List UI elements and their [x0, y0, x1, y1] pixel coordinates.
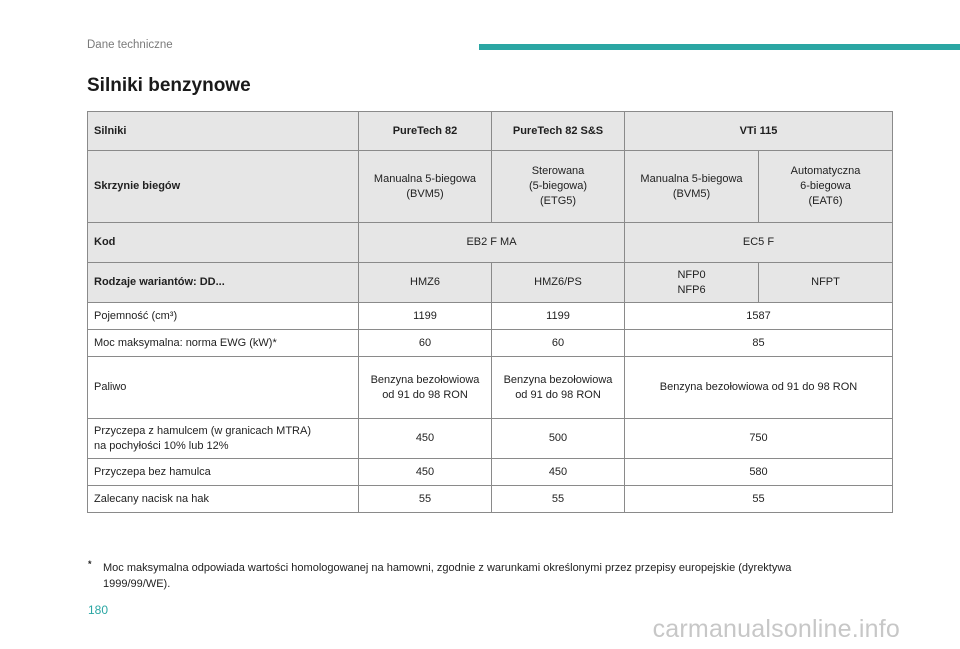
table-row-trailer-unbraked — [88, 459, 893, 486]
value-cell: 450 — [359, 459, 492, 486]
gearbox-cell — [359, 151, 492, 223]
row-label: Kod — [88, 223, 359, 263]
value-cell: 85 — [625, 330, 893, 357]
footnote-marker: * — [88, 559, 92, 569]
cell-line: (BVM5) — [406, 187, 444, 200]
cell-line: (ETG5) — [539, 194, 577, 207]
watermark: carmanualsonline.info — [652, 615, 900, 643]
table-row-capacity — [88, 303, 893, 330]
page-number: 180 — [88, 603, 109, 617]
value-cell: 1587 — [625, 303, 893, 330]
table-row-code — [88, 223, 893, 263]
row-label: Pojemność (cm³) — [88, 303, 359, 330]
value-cell: 60 — [359, 330, 492, 357]
code-cell: EC5 F — [625, 223, 893, 263]
cell-line: Manualna 5-biegowa — [640, 172, 743, 185]
value-cell: 55 — [359, 486, 492, 513]
row-label: Skrzynie biegów — [88, 151, 359, 223]
row-label — [88, 419, 359, 459]
cell-line: Sterowana — [531, 165, 585, 178]
row-label: Przyczepa bez hamulca — [88, 459, 359, 486]
fuel-cell — [492, 357, 625, 419]
gearbox-cell — [625, 151, 759, 223]
page-title: Silniki benzynowe — [87, 75, 251, 96]
table-row-fuel — [88, 357, 893, 419]
engine-purotech82: PureTech 82 — [359, 112, 492, 151]
row-label: Paliwo — [88, 357, 359, 419]
cell-line: od 91 do 98 RON — [382, 388, 468, 401]
engine-purotech82-ss: PureTech 82 S&S — [492, 112, 625, 151]
code-cell: EB2 F MA — [359, 223, 625, 263]
table-row-trailer-braked — [88, 419, 893, 459]
row-label: Rodzaje wariantów: DD... — [88, 263, 359, 303]
cell-line: Manualna 5-biegowa — [373, 172, 477, 185]
fuel-cell — [359, 357, 492, 419]
cell-line: NFP0 — [677, 268, 706, 281]
value-cell: 750 — [625, 419, 893, 459]
label-line: na pochyłości 10% lub 12% — [94, 439, 229, 452]
footnote-line: 1999/99/WE). — [103, 577, 171, 590]
table-row-variants — [88, 263, 893, 303]
row-label: Silniki — [88, 112, 359, 151]
value-cell: 500 — [492, 419, 625, 459]
cell-line: (BVM5) — [672, 187, 711, 200]
value-cell: 1199 — [359, 303, 492, 330]
value-cell: 580 — [625, 459, 893, 486]
header-accent-bar — [479, 44, 960, 50]
table-row-gearbox — [88, 151, 893, 223]
footnote — [103, 561, 883, 593]
cell-line: od 91 do 98 RON — [515, 388, 601, 401]
cell-line: (EAT6) — [808, 194, 843, 207]
variant-cell: HMZ6/PS — [492, 263, 625, 303]
value-cell: 450 — [359, 419, 492, 459]
engine-vti115: VTi 115 — [625, 112, 893, 151]
fuel-cell: Benzyna bezołowiowa od 91 do 98 RON — [625, 357, 893, 419]
row-label: Moc maksymalna: norma EWG (kW)* — [88, 330, 359, 357]
cell-line: Benzyna bezołowiowa — [503, 373, 613, 386]
variant-cell — [625, 263, 759, 303]
value-cell: 60 — [492, 330, 625, 357]
value-cell: 55 — [492, 486, 625, 513]
engine-specs-table — [87, 111, 893, 513]
footnote-line: Moc maksymalna odpowiada wartości homologowanej na hamowni, zgodnie z warunkami określonymi przez przepisy europejskie (dyrektywa — [103, 562, 792, 574]
table-row-hitch — [88, 486, 893, 513]
cell-line: 6-biegowa — [800, 180, 851, 193]
label-line: Przyczepa z hamulcem (w granicach MTRA) — [94, 424, 312, 437]
row-label: Zalecany nacisk na hak — [88, 486, 359, 513]
value-cell: 1199 — [492, 303, 625, 330]
value-cell: 55 — [625, 486, 893, 513]
variant-cell: HMZ6 — [359, 263, 492, 303]
table-row-power — [88, 330, 893, 357]
variant-cell: NFPT — [759, 263, 893, 303]
cell-line: Automatyczna — [790, 165, 861, 178]
gearbox-cell — [759, 151, 893, 223]
cell-line: (5-biegowa) — [528, 180, 588, 193]
table-row-engines — [88, 112, 893, 151]
cell-line: NFP6 — [677, 283, 706, 296]
gearbox-cell — [492, 151, 625, 223]
value-cell: 450 — [492, 459, 625, 486]
section-label: Dane techniczne — [87, 39, 173, 51]
cell-line: Benzyna bezołowiowa — [370, 373, 480, 386]
